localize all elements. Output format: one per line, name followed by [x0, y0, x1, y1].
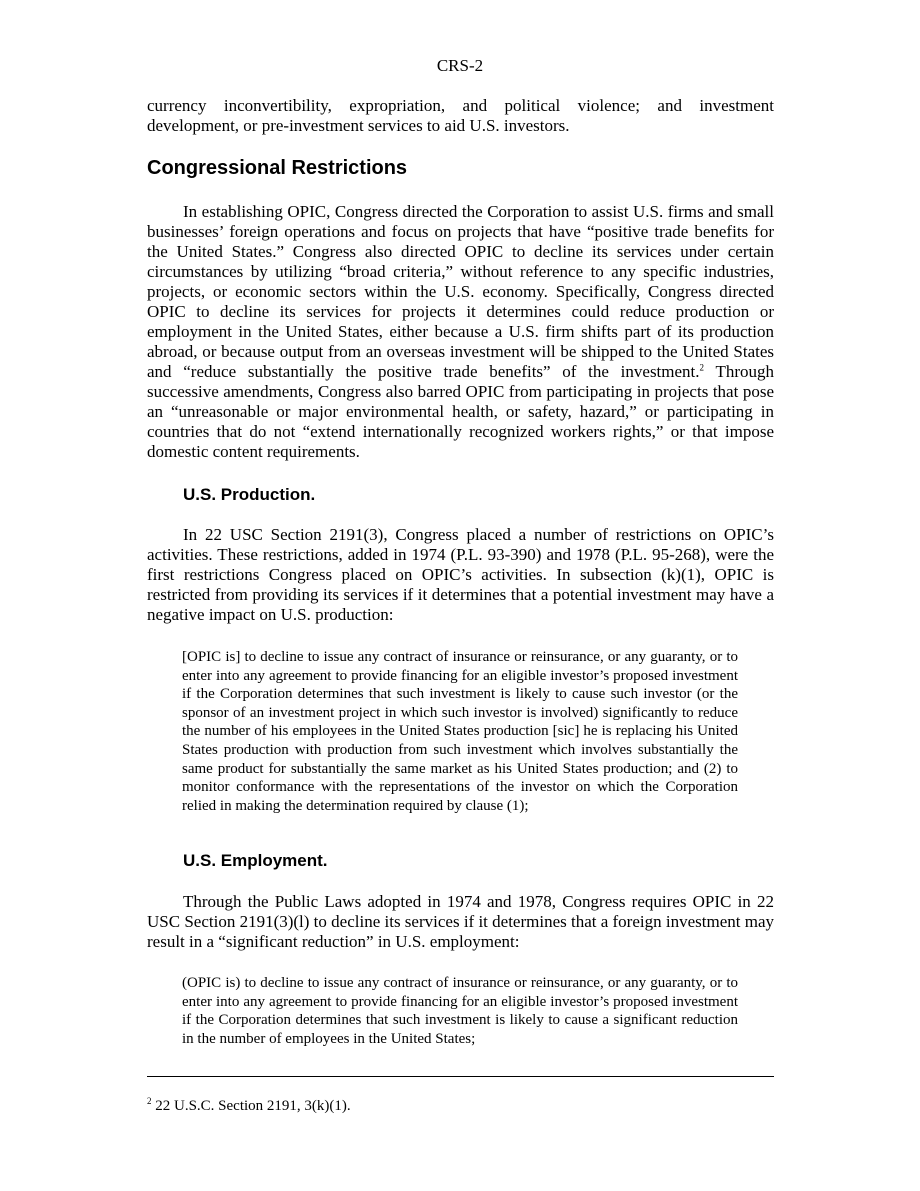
employment-paragraph: Through the Public Laws adopted in 1974 and 1978, Congress requires OPIC in 22 USC Section 2191(3)(l) to decline its services if it determines that a foreign investment may result in a “significant reduction” in U.S. employment: [147, 892, 774, 951]
production-paragraph: In 22 USC Section 2191(3), Congress placed a number of restrictions on OPIC’s activities. These restrictions, added in 1974 (P.L. 93-390) and 1978 (P.L. 95-268), were the first restrictions Congress placed on OPIC’s activities. In subsection (k)(1), OPIC is restricted from providing its services if it determines that a potential investment may have a negative impact on U.S. production: [147, 525, 774, 624]
employment-quote: (OPIC is) to decline to issue any contract of insurance or reinsurance, or any guaranty, or to enter into any agreement to provide financing for an eligible investor’s proposed investment if the Corporation determines that such investment is likely to cause a significant reduction in the number of employees in the United States; [182, 975, 738, 1047]
production-heading: U.S. Production. [183, 485, 316, 504]
footnote-text: 22 U.S.C. Section 2191, 3(k)(1). [151, 1098, 351, 1114]
section-paragraph [147, 202, 774, 462]
page-header: CRS-2 [436, 56, 484, 75]
section-paragraph-continuation: Through successive amendments, Congress also barred OPIC from participating in projects that pose an “unreasonable or major environmental health, or safety, hazard,” or participating in countries that do not “extend internationally recognized workers rights,” or that impose domestic content requirements. [147, 362, 774, 461]
section-heading: Congressional Restrictions [147, 157, 408, 179]
footnote-reference[interactable]: 2 [699, 362, 705, 373]
production-quote: [OPIC is] to decline to issue any contract of insurance or reinsurance, or any guaranty, or to enter into any agreement to provide financing for an eligible investor’s proposed investment if the Corporation determines that such investment is likely to cause such investor (or the sponsor of an investment project in which such investor is involved) significantly to reduce the number of his employees in the United States production [sic] he is replacing his United States production with production from such investment which involves substantially the same product for substantially the same market as his United States production; and (2) to monitor conformance with the representations of the investor on which the Corporation relied in making the determination required by clause (1); [182, 649, 738, 814]
footnote-divider [147, 1076, 774, 1077]
intro-continuation-paragraph: currency inconvertibility, expropriation, and political violence; and investment development, or pre-investment services to aid U.S. investors. [147, 96, 774, 135]
section-paragraph-text: In establishing OPIC, Congress directed the Corporation to assist U.S. firms and small businesses’ foreign operations and focus on projects that have “positive trade benefits for the United States.” Congress also directed OPIC to decline its services under certain circumstances by utilizing “broad criteria,” without reference to any specific industries, projects, or economic sectors within the U.S. economy. Specifically, Congress directed OPIC to decline its services for projects it determines could reduce production or employment in the United States, either because a U.S. firm shifts part of its production abroad, or because output from an overseas investment will be shipped to the United States and “reduce substantially the positive trade benefits” of the investment. [147, 202, 774, 381]
footnote-number: 2 [147, 1096, 152, 1106]
employment-heading: U.S. Employment. [183, 851, 328, 870]
footnote [147, 1098, 351, 1115]
